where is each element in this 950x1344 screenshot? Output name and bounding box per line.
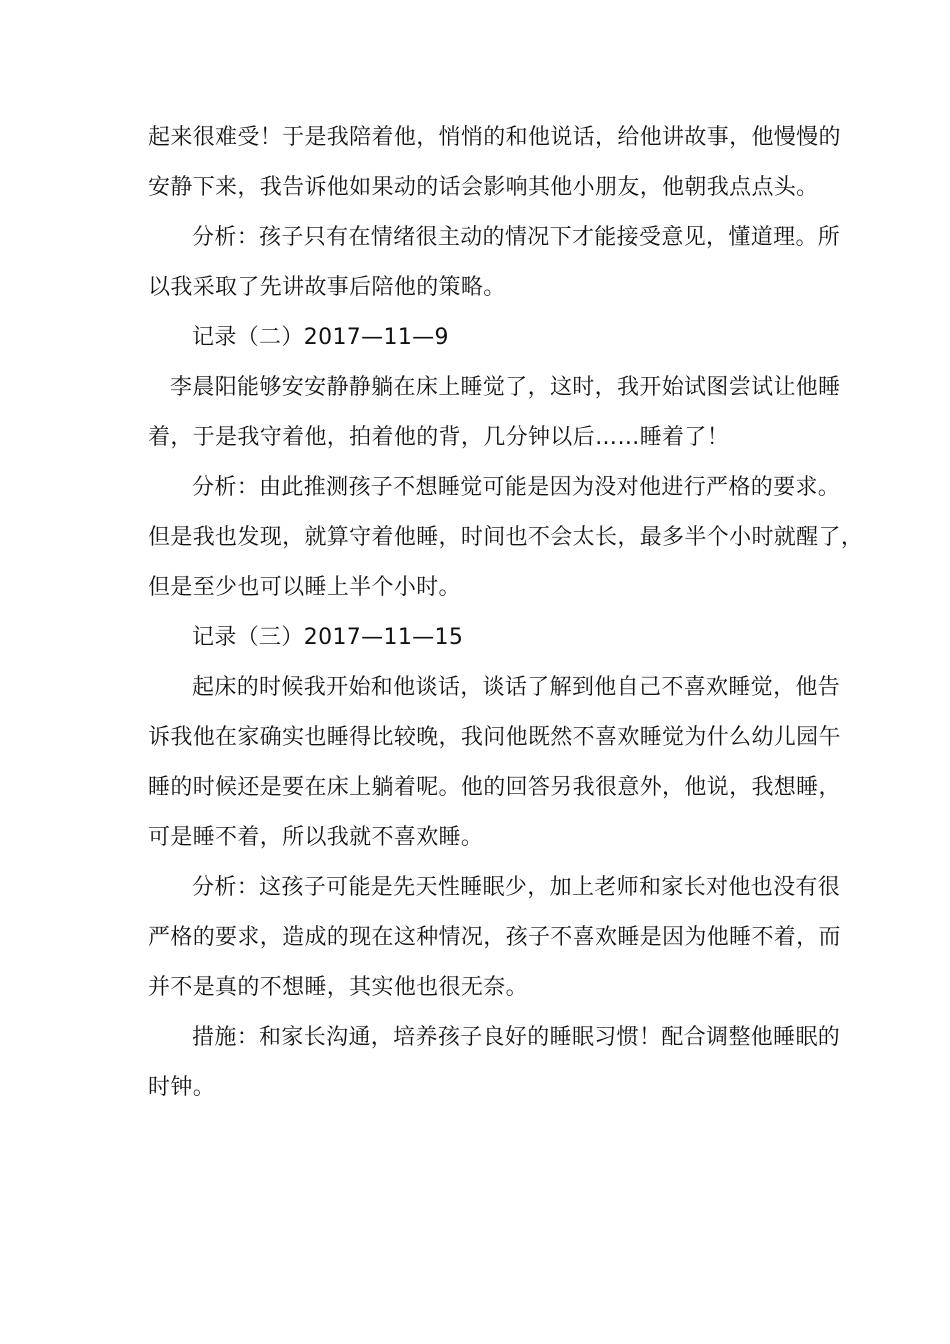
analysis-line: 分析：孩子只有在情绪很主动的情况下才能接受意见，懂道理。所 [192, 225, 841, 250]
paragraph-line: 诉我他在家确实也睡得比较晚，我问他既然不喜欢睡觉为什么幼儿园午 [148, 725, 841, 750]
measure-line: 措施：和家长沟通，培养孩子良好的睡眠习惯！配合调整他睡眠的 [192, 1025, 841, 1050]
paragraph-line: 睡的时候还是要在床上躺着呢。他的回答另我很意外，他说，我想睡， [148, 775, 841, 800]
paragraph-line: 起床的时候我开始和他谈话，谈话了解到他自己不喜欢睡觉，他告 [192, 675, 841, 700]
paragraph-line: 李晨阳能够安安静静躺在床上睡觉了，这时，我开始试图尝试让他睡 [170, 375, 841, 400]
analysis-line: 分析：由此推测孩子不想睡觉可能是因为没对他进行严格的要求。 [192, 475, 841, 500]
analysis-line: 分析：这孩子可能是先天性睡眠少，加上老师和家长对他也没有很 [192, 875, 841, 900]
analysis-line: 但是至少也可以睡上半个小时。 [148, 575, 461, 600]
analysis-line: 严格的要求，造成的现在这种情况，孩子不喜欢睡是因为他睡不着，而 [148, 925, 841, 950]
paragraph-line: 起来很难受！于是我陪着他，悄悄的和他说话，给他讲故事，他慢慢的 [148, 125, 841, 150]
analysis-line: 但是我也发现，就算守着他睡，时间也不会太长，最多半个小时就醒了， [148, 525, 864, 550]
paragraph-line: 可是睡不着，所以我就不喜欢睡。 [148, 825, 484, 850]
analysis-line: 以我采取了先讲故事后陪他的策略。 [148, 275, 506, 300]
paragraph-line: 安静下来，我告诉他如果动的话会影响其他小朋友，他朝我点点头。 [148, 175, 819, 200]
paragraph-line: 着，于是我守着他，拍着他的背，几分钟以后……睡着了！ [148, 425, 730, 450]
measure-line: 时钟。 [148, 1075, 216, 1100]
analysis-line: 并不是真的不想睡，其实他也很无奈。 [148, 975, 528, 1000]
record-heading: 记录（二）2017—11—9 [192, 325, 449, 350]
record-heading: 记录（三）2017—11—15 [192, 625, 464, 650]
